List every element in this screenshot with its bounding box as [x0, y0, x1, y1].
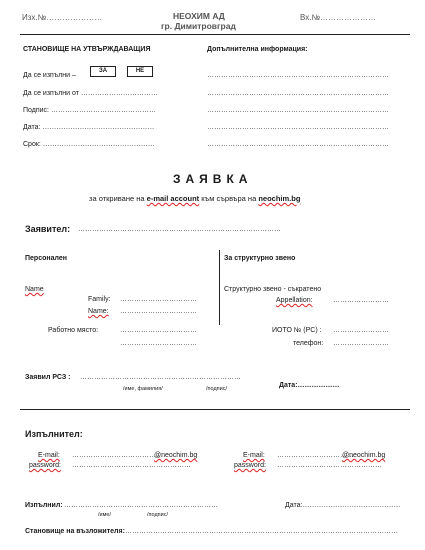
- requested-by-caption-sign: /подпис/: [206, 386, 227, 392]
- applicant-label: Заявител:: [25, 224, 71, 234]
- requested-by-field[interactable]: ……………………………………………………………: [80, 374, 241, 381]
- email-left-label: E-mail:: [38, 452, 60, 459]
- approval-heading: СТАНОВИЩЕ НА УТВЪРЖДАВАЩИЯ: [23, 46, 151, 53]
- document-subtitle: [89, 194, 300, 203]
- executed-date[interactable]: Дата:……………………………………: [285, 502, 401, 509]
- applicant-field[interactable]: ……………………………………………………………………………: [78, 226, 281, 233]
- password-right-label: password:: [234, 462, 266, 469]
- executor-label: Изпълнител:: [25, 429, 83, 439]
- approval-date-field[interactable]: Дата: …………………………………………: [23, 124, 155, 131]
- extra-info-line[interactable]: ……………………………………………………………………: [207, 107, 389, 114]
- signature-field[interactable]: Подпис: ………………………………………: [23, 107, 156, 114]
- extra-info-line[interactable]: ……………………………………………………………………: [207, 90, 389, 97]
- ioto-label: ИОТО № (PC) :: [272, 327, 322, 334]
- password-right-field[interactable]: ………………………………………: [277, 462, 382, 469]
- executed-field[interactable]: …………………………………………………………: [64, 502, 218, 509]
- family-field[interactable]: ……………………………: [120, 296, 197, 303]
- subtitle-domain: neochim.bg: [258, 194, 301, 203]
- executed-caption-sign: /подпис/: [147, 512, 168, 518]
- name-label: Name: [25, 286, 44, 293]
- extra-info-line[interactable]: ……………………………………………………………………: [207, 141, 389, 148]
- requested-by-caption-names: /име, фамилия/: [123, 386, 163, 392]
- workplace-field-2[interactable]: ……………………………: [120, 340, 197, 347]
- domain-right: @neochim.bg: [342, 452, 386, 459]
- first-name-field[interactable]: ……………………………: [120, 308, 197, 315]
- structural-heading: За структурно звено: [224, 255, 296, 262]
- requested-by-label: Заявил РСЗ :: [25, 374, 71, 381]
- company-name: НЕОХИМ АД: [173, 11, 225, 21]
- password-left-label: password:: [29, 462, 61, 469]
- phone-label: телефон:: [293, 340, 324, 347]
- incoming-number: Вх.№…………………: [300, 13, 377, 22]
- executed-caption-name: /име/: [98, 512, 111, 518]
- requested-by-date[interactable]: Дата:………………: [279, 382, 340, 389]
- company-city: гр. Димитровград: [161, 21, 236, 31]
- no-checkbox[interactable]: НЕ: [127, 66, 153, 77]
- execute-label: Да се изпълни –: [23, 72, 76, 79]
- extra-info-line[interactable]: ……………………………………………………………………: [207, 124, 389, 131]
- deadline-field[interactable]: Срок: …………………………………………: [23, 141, 155, 148]
- column-divider: [219, 250, 220, 325]
- subtitle-middle: към сървъра на: [199, 194, 259, 203]
- assignor-field[interactable]: ………………………………………………………………………………………………………: [125, 528, 398, 535]
- assignor-label: Становище на възложителя:: [25, 528, 125, 535]
- execute-by-field[interactable]: Да се изпълни от ……………………………: [23, 90, 158, 97]
- appellation-label: Appellation:: [276, 297, 313, 304]
- yes-checkbox[interactable]: ЗА: [90, 66, 116, 77]
- appellation-field[interactable]: ……………………: [333, 297, 389, 304]
- structural-abbrev-label: Структурно звено - съкратено: [224, 286, 322, 293]
- executed-label: Изпълнил:: [25, 502, 63, 509]
- extra-info-heading: Допълнителна информация:: [207, 46, 308, 53]
- first-name-label: Name:: [88, 308, 109, 315]
- workplace-label: Работно място:: [48, 327, 99, 334]
- domain-left: @neochim.bg: [154, 452, 198, 459]
- email-right-field[interactable]: ……………………………: [277, 452, 354, 459]
- subtitle-prefix: за откриване на: [89, 194, 147, 203]
- outgoing-number: Изх.№…………………: [22, 13, 103, 22]
- workplace-field[interactable]: ……………………………: [120, 327, 197, 334]
- header-divider: [20, 34, 410, 35]
- family-label: Family:: [88, 296, 111, 303]
- extra-info-line[interactable]: ……………………………………………………………………: [207, 72, 389, 79]
- section-divider: [20, 409, 410, 410]
- email-right-label: E-mail:: [243, 452, 265, 459]
- email-left-field[interactable]: …………………………………: [72, 452, 163, 459]
- personal-heading: Персонален: [25, 255, 67, 262]
- document-title: ЗАЯВКА: [173, 172, 253, 186]
- password-left-field[interactable]: ……………………………………………: [72, 462, 191, 469]
- phone-field[interactable]: ……………………: [333, 340, 389, 347]
- ioto-field[interactable]: ……………………: [333, 327, 389, 334]
- subtitle-account: e-mail account: [146, 194, 200, 203]
